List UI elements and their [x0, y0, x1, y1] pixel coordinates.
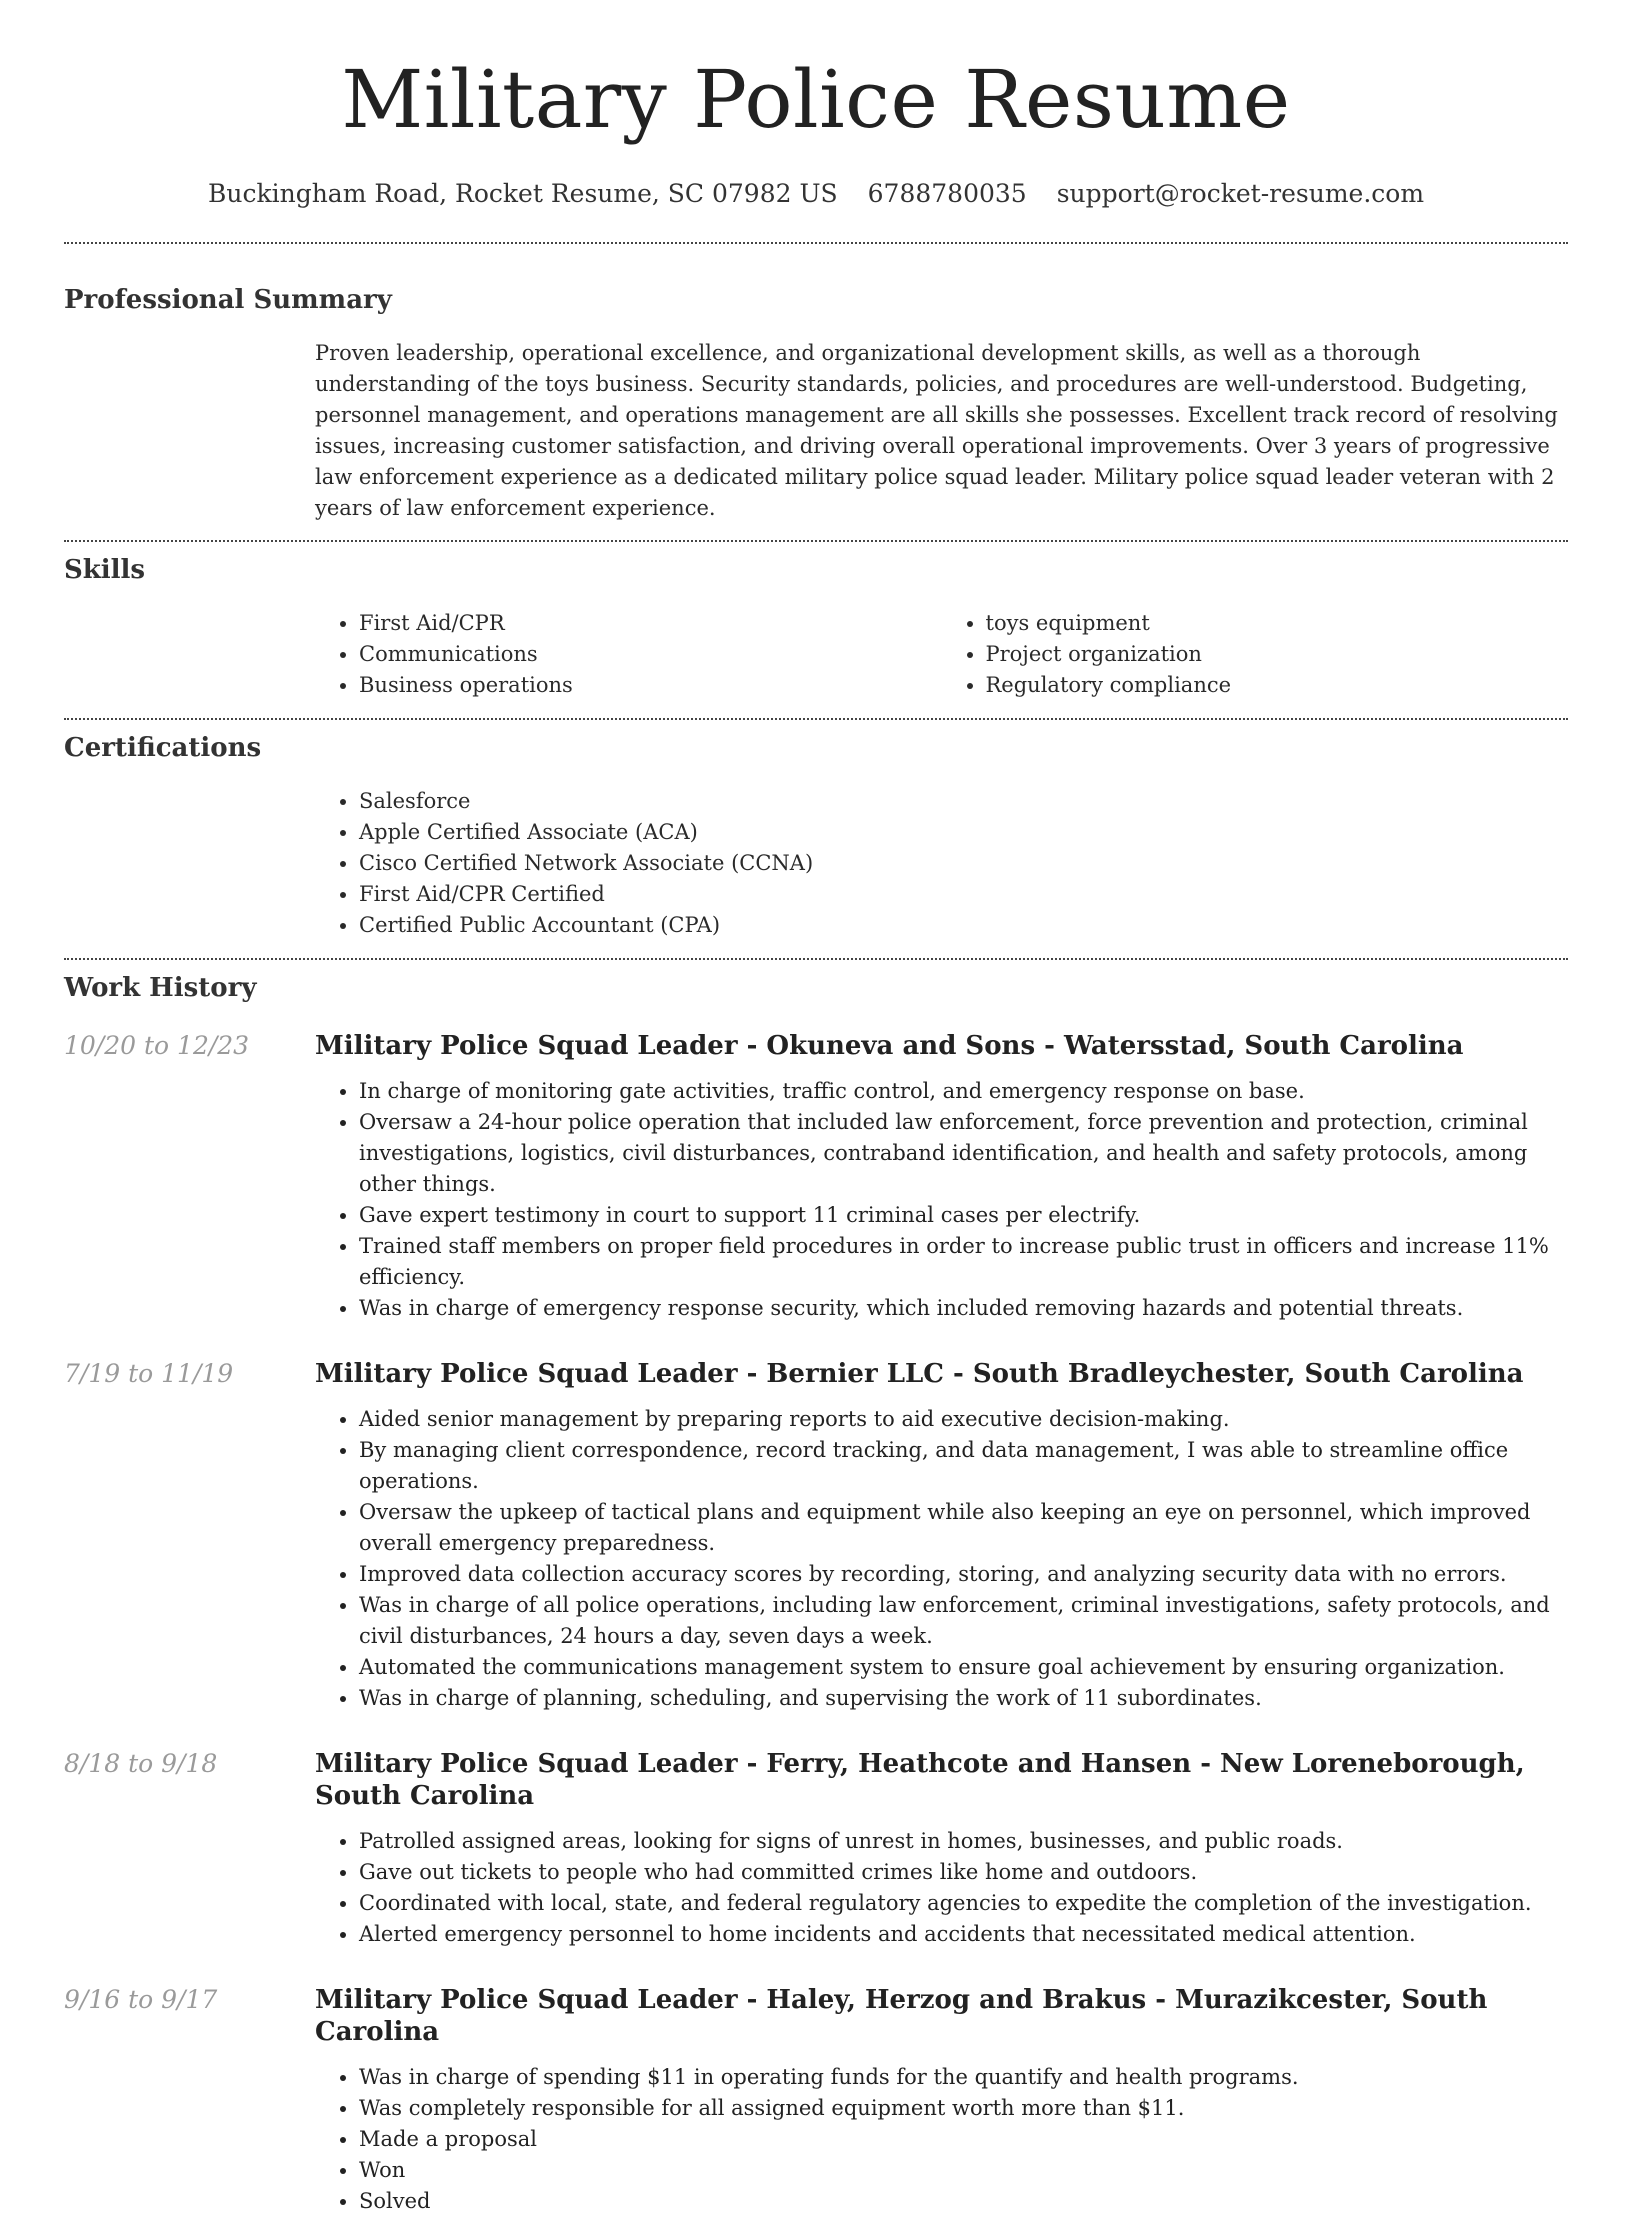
job-bullets	[315, 2062, 1568, 2217]
section-heading-summary: Professional Summary	[64, 285, 392, 315]
contact-phone: 6788780035	[867, 179, 1027, 208]
list-item: • Coordinated with local, state, and federal regulatory agencies to expedite the completion of the investigation.	[359, 1888, 1568, 1919]
list-item: • Communications	[359, 639, 942, 670]
job-bullets	[315, 1826, 1568, 1950]
list-item: • Improved data collection accuracy scores by recording, storing, and analyzing security data with no errors.	[359, 1559, 1568, 1590]
list-item: • In charge of monitoring gate activities, traffic control, and emergency response on base.	[359, 1076, 1568, 1107]
list-item: • Trained staff members on proper field procedures in order to increase public trust in officers and increase 11% efficiency.	[359, 1231, 1568, 1293]
certifications-list	[315, 786, 1568, 941]
job-bullets	[315, 1076, 1568, 1324]
list-item: • toys equipment	[986, 608, 1569, 639]
job-details	[315, 1030, 1568, 1324]
list-item: • First Aid/CPR Certified	[359, 879, 1568, 910]
list-item: • First Aid/CPR	[359, 608, 942, 639]
job-title: Military Police Squad Leader - Okuneva and Sons - Watersstad, South Carolina	[315, 1031, 1464, 1061]
job-details	[315, 1748, 1568, 1950]
certifications-body	[315, 786, 1568, 941]
job-title: Military Police Squad Leader - Bernier LLC - South Bradleychester, South Carolina	[315, 1359, 1524, 1389]
job-dates: 8/18 to 9/18	[64, 1749, 218, 1778]
job-dates: 10/20 to 12/23	[64, 1031, 250, 1060]
list-item: • Oversaw a 24-hour police operation that included law enforcement, force prevention and protection, criminal investigations, logistics, civil disturbances, contraband identification, and health and safety protocols, among other things.	[359, 1107, 1568, 1200]
contact-email: support@rocket-resume.com	[1056, 179, 1425, 208]
section-divider	[64, 718, 1568, 720]
contact-address: Buckingham Road, Rocket Resume, SC 07982 US	[207, 179, 838, 208]
section-heading-work-history: Work History	[64, 973, 257, 1003]
skills-list-left	[315, 608, 942, 701]
section-divider	[64, 540, 1568, 542]
skills-grid	[315, 608, 1568, 701]
list-item: • Automated the communications management system to ensure goal achievement by ensuring organization.	[359, 1652, 1568, 1683]
job-entry	[64, 1358, 1568, 1714]
list-item: • Was in charge of spending $11 in operating funds for the quantify and health programs.	[359, 2062, 1568, 2093]
section-divider	[64, 958, 1568, 960]
list-item: • Was in charge of all police operations, including law enforcement, criminal investigations, safety protocols, and civil disturbances, 24 hours a day, seven days a week.	[359, 1590, 1568, 1652]
list-item: • Alerted emergency personnel to home incidents and accidents that necessitated medical attention.	[359, 1919, 1568, 1950]
list-item: • Project organization	[986, 639, 1569, 670]
list-item: • Apple Certified Associate (ACA)	[359, 817, 1568, 848]
resume-title: Military Police Resume	[341, 53, 1291, 146]
job-title: Military Police Squad Leader - Ferry, Heathcote and Hansen - New Loreneborough, South Carolina	[315, 1749, 1525, 1811]
section-divider	[64, 242, 1568, 244]
job-entry	[64, 1984, 1568, 2217]
summary-body	[315, 338, 1568, 524]
list-item: • Aided senior management by preparing reports to aid executive decision-making.	[359, 1404, 1568, 1435]
job-entry	[64, 1748, 1568, 1950]
resume-page	[64, 0, 1568, 2217]
section-heading-certifications: Certifications	[64, 733, 262, 763]
list-item: • Business operations	[359, 670, 942, 701]
list-item: • Regulatory compliance	[986, 670, 1569, 701]
list-item: • Certified Public Accountant (CPA)	[359, 910, 1568, 941]
job-entry	[64, 1030, 1568, 1324]
list-item: • Patrolled assigned areas, looking for signs of unrest in homes, businesses, and public roads.	[359, 1826, 1568, 1857]
list-item: • Gave out tickets to people who had committed crimes like home and outdoors.	[359, 1857, 1568, 1888]
list-item: • Made a proposal	[359, 2124, 1568, 2155]
list-item: • Was in charge of emergency response security, which included removing hazards and potential threats.	[359, 1293, 1568, 1324]
list-item: • By managing client correspondence, record tracking, and data management, I was able to streamline office operations.	[359, 1435, 1568, 1497]
list-item: • Oversaw the upkeep of tactical plans and equipment while also keeping an eye on personnel, which improved overall emergency preparedness.	[359, 1497, 1568, 1559]
list-item: • Won	[359, 2155, 1568, 2186]
list-item: • Cisco Certified Network Associate (CCNA)	[359, 848, 1568, 879]
list-item: • Salesforce	[359, 786, 1568, 817]
list-item: • Was in charge of planning, scheduling, and supervising the work of 11 subordinates.	[359, 1683, 1568, 1714]
summary-text: Proven leadership, operational excellence, and organizational development skills, as well as a thorough understanding of the toys business. Security standards, policies, and procedures are well-understood. Budgeting, personnel management, and operations management are all skills she possesses. Excellent track record of resolving issues, increasing customer satisfaction, and driving overall operational improvements. Over 3 years of progressive law enforcement experience as a dedicated military police squad leader. Military police squad leader veteran with 2 years of law enforcement experience.	[315, 341, 1558, 520]
job-title: Military Police Squad Leader - Haley, Herzog and Brakus - Murazikcester, South Carolina	[315, 1985, 1488, 2047]
list-item: • Solved	[359, 2186, 1568, 2217]
job-dates: 9/16 to 9/17	[64, 1985, 218, 2014]
contact-line	[64, 178, 1568, 210]
list-item: • Was completely responsible for all assigned equipment worth more than $11.	[359, 2093, 1568, 2124]
job-details	[315, 1358, 1568, 1714]
job-details	[315, 1984, 1568, 2217]
section-heading-skills: Skills	[64, 555, 146, 585]
job-dates: 7/19 to 11/19	[64, 1359, 234, 1388]
skills-list-right	[942, 608, 1569, 701]
list-item: • Gave expert testimony in court to support 11 criminal cases per electrify.	[359, 1200, 1568, 1231]
job-bullets	[315, 1404, 1568, 1714]
